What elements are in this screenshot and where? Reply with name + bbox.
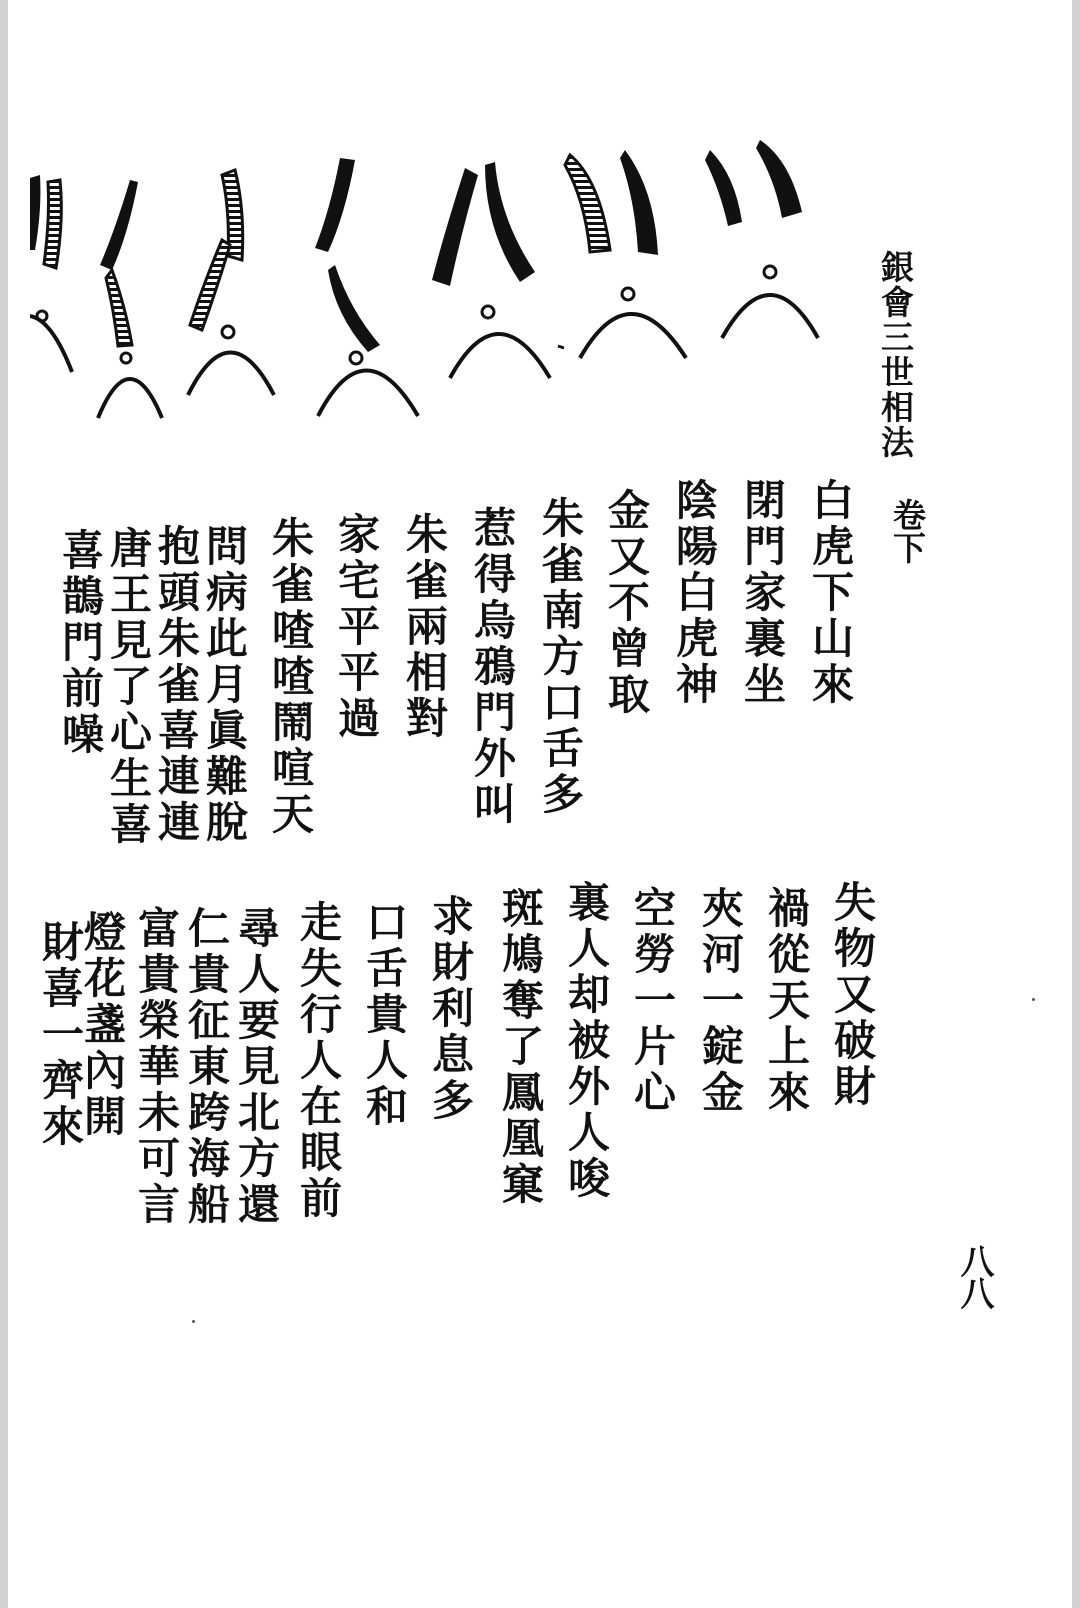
figure-1 — [705, 140, 818, 338]
verse-column: 富貴榮華未可言 — [132, 906, 181, 1228]
verse-column: 閉門家裏坐 — [738, 478, 787, 708]
verse-column: 失物又破財 — [828, 880, 877, 1110]
figure-4 — [315, 158, 418, 416]
verse-column: 仁貴征東跨海船 — [182, 906, 231, 1228]
horn-figures-illustration — [30, 120, 880, 440]
verse-column: 尋人要見北方還 — [232, 906, 281, 1228]
verse-column: 抱頭朱雀喜連連 — [152, 524, 201, 846]
verse-column: 財喜一齊來 — [36, 920, 85, 1150]
figure-6 — [98, 180, 162, 418]
verse-column: 朱雀兩相對 — [400, 512, 449, 742]
figure-7-partial — [30, 175, 72, 372]
verse-column: 走失行人在眼前 — [294, 900, 343, 1222]
figure-3 — [432, 162, 564, 378]
scan-speck — [1032, 998, 1035, 1001]
figure-2 — [565, 150, 686, 358]
verse-column: 喜鵲門前噪 — [56, 528, 105, 758]
verse-column: 白虎下山來 — [806, 478, 855, 708]
verse-column: 陰陽白虎神 — [670, 478, 719, 708]
verse-column: 金又不曾取 — [602, 488, 651, 718]
verse-column: 燈花盞內開 — [78, 910, 127, 1140]
verse-column: 空勞一片心 — [628, 886, 677, 1116]
verse-column: 夾河一錠金 — [696, 886, 745, 1116]
scan-speck — [192, 1320, 195, 1323]
verse-column: 斑鳩奪了鳳凰窠 — [496, 886, 545, 1208]
figure-5 — [188, 170, 274, 395]
verse-column: 裏人却被外人唆 — [562, 880, 611, 1202]
verse-column: 家宅平平過 — [332, 512, 381, 742]
verse-column: 唐王見了心生喜 — [104, 526, 153, 848]
verse-column: 口舌貴人和 — [360, 900, 409, 1130]
verse-column: 求財利息多 — [426, 894, 475, 1124]
verse-column: 朱雀喳喳鬧喧天 — [266, 516, 315, 838]
verse-column: 問病此月眞難脫 — [200, 524, 249, 846]
running-header-title: 銀會三世相法 — [876, 250, 915, 460]
verse-column: 朱雀南方口舌多 — [536, 496, 585, 818]
verse-column: 惹得烏鴉門外叫 — [468, 506, 517, 828]
horn-arch-diagram — [30, 120, 880, 440]
page-number: 八八 — [954, 1244, 994, 1308]
verse-column: 禍從天上來 — [762, 886, 811, 1116]
running-header-volume: 卷下 — [888, 498, 927, 564]
